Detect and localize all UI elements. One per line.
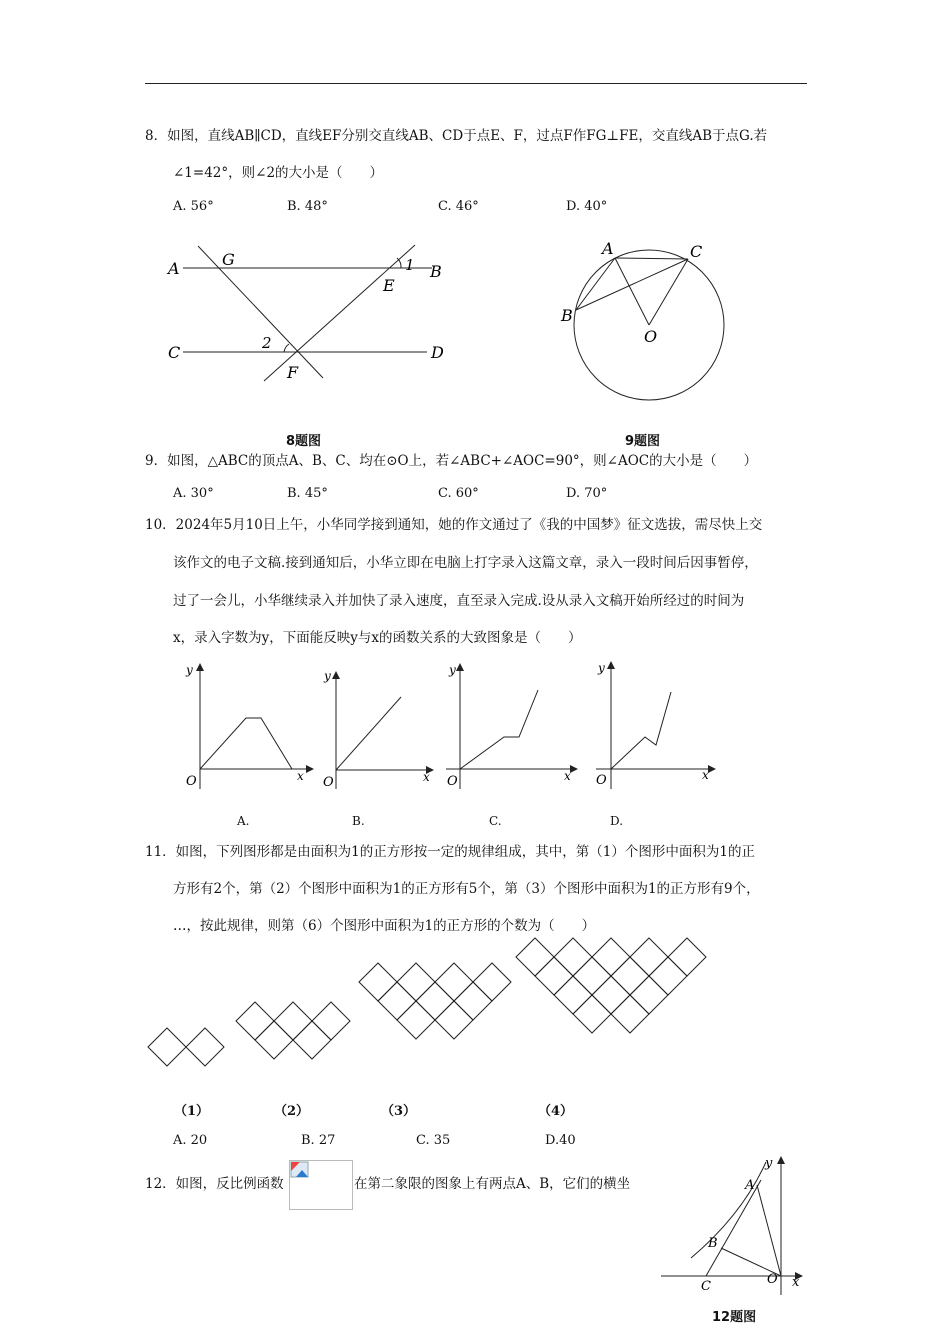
- q11-figure-label-3: （3）: [381, 1104, 417, 1119]
- q11-option-d: D.40: [545, 1133, 576, 1148]
- q10-a-ylabel: y: [186, 663, 193, 677]
- q10-b-origin: O: [323, 775, 334, 790]
- q12-caption: 12题图: [712, 1310, 757, 1325]
- q8-text-line2: ∠1=42°，则∠2的大小是（ ）: [173, 165, 384, 181]
- q10-a-xlabel: x: [297, 769, 304, 783]
- q10-b-ylabel: y: [324, 669, 331, 683]
- q10-d-ylabel: y: [598, 661, 605, 675]
- q10-option-c: C.: [489, 814, 502, 828]
- q12-label-o: O: [767, 1272, 778, 1287]
- q8-label-a: A: [168, 259, 180, 278]
- q11-text-line1: 11．如图，下列图形都是由面积为1的正方形按一定的规律组成，其中，第（1）个图形中面积为1的正: [145, 844, 755, 860]
- q9-label-o: O: [644, 327, 658, 346]
- q8-option-c: C. 46°: [438, 199, 479, 214]
- q11-figure-label-1: （1）: [174, 1104, 210, 1119]
- q9-option-a: A. 30°: [173, 486, 214, 501]
- q8-text-line1: 8．如图，直线AB∥CD，直线EF分别交直线AB、CD于点E、F，过点F作FG⊥FE，交直线AB于点G.若: [145, 128, 768, 144]
- q11-text-line3: …，按此规律，则第（6）个图形中面积为1的正方形的个数为（ ）: [173, 918, 596, 934]
- q9-option-b: B. 45°: [287, 486, 328, 501]
- q12-label-a: A: [745, 1178, 755, 1193]
- q10-b-xlabel: x: [423, 770, 430, 784]
- q12-label-b: B: [708, 1236, 718, 1251]
- q8-label-d: D: [431, 343, 444, 362]
- q9-label-a: A: [602, 239, 614, 258]
- q11-figure-label-2: （2）: [274, 1104, 310, 1119]
- q10-d-origin: O: [596, 773, 607, 788]
- q9-label-c: C: [690, 242, 703, 261]
- q8-label-c: C: [168, 343, 181, 362]
- q8-option-b: B. 48°: [287, 199, 328, 214]
- q10-c-origin: O: [447, 774, 458, 789]
- q12-text-line1b: 在第二象限的图象上有两点A、B，它们的横坐: [354, 1176, 631, 1192]
- q11-option-b: B. 27: [301, 1133, 336, 1148]
- q10-c-xlabel: x: [564, 769, 571, 783]
- q12-label-c: C: [701, 1279, 711, 1294]
- q8-option-a: A. 56°: [173, 199, 214, 214]
- q10-option-b: B.: [352, 814, 365, 828]
- q10-option-d: D.: [610, 814, 624, 828]
- q11-option-a: A. 20: [173, 1133, 208, 1148]
- q11-text-line2: 方形有2个，第（2）个图形中面积为1的正方形有5个，第（3）个图形中面积为1的正方形有9个，: [173, 881, 760, 897]
- q11-option-c: C. 35: [416, 1133, 451, 1148]
- q10-c-ylabel: y: [449, 663, 456, 677]
- q10-text-line4: x，录入字数为y，下面能反映y与x的函数关系的大致图象是（ ）: [173, 630, 582, 646]
- q12-text-line1a: 12．如图，反比例函数: [145, 1176, 284, 1192]
- q10-a-origin: O: [186, 774, 197, 789]
- q10-option-a: A.: [237, 814, 250, 828]
- q9-option-c: C. 60°: [438, 486, 479, 501]
- q12-label-x: x: [792, 1275, 800, 1290]
- q9-caption: 9题图: [625, 434, 661, 449]
- q9-label-b: B: [561, 306, 573, 325]
- q11-figure-label-4: （4）: [538, 1104, 574, 1119]
- q8-label-f: F: [287, 363, 299, 382]
- q12-label-y: y: [765, 1156, 773, 1171]
- q10-text-line2: 该作文的电子文稿.接到通知后，小华立即在电脑上打字录入这篇文章，录入一段时间后因事暂停，: [173, 555, 758, 571]
- q8-label-b: B: [430, 262, 442, 281]
- q10-text-line3: 过了一会儿，小华继续录入并加快了录入速度，直至录入完成.设从录入文稿开始所经过的时间为: [173, 593, 745, 609]
- q8-option-d: D. 40°: [566, 199, 608, 214]
- q8-caption: 8题图: [286, 434, 322, 449]
- q8-label-e: E: [383, 276, 395, 295]
- q8-label-g: G: [222, 250, 235, 269]
- q8-label-2: 2: [262, 334, 272, 352]
- q10-text-line1: 10．2024年5月10日上午，小华同学接到通知，她的作文通过了《我的中国梦》征文选拔，需尽快上交: [145, 517, 763, 533]
- q9-option-d: D. 70°: [566, 486, 608, 501]
- q9-text-line1: 9．如图，△ABC的顶点A、B、C、均在⊙O上，若∠ABC+∠AOC=90°，则∠AOC的大小是（ ）: [145, 453, 758, 469]
- q8-label-1: 1: [405, 256, 415, 274]
- q10-d-xlabel: x: [702, 768, 709, 782]
